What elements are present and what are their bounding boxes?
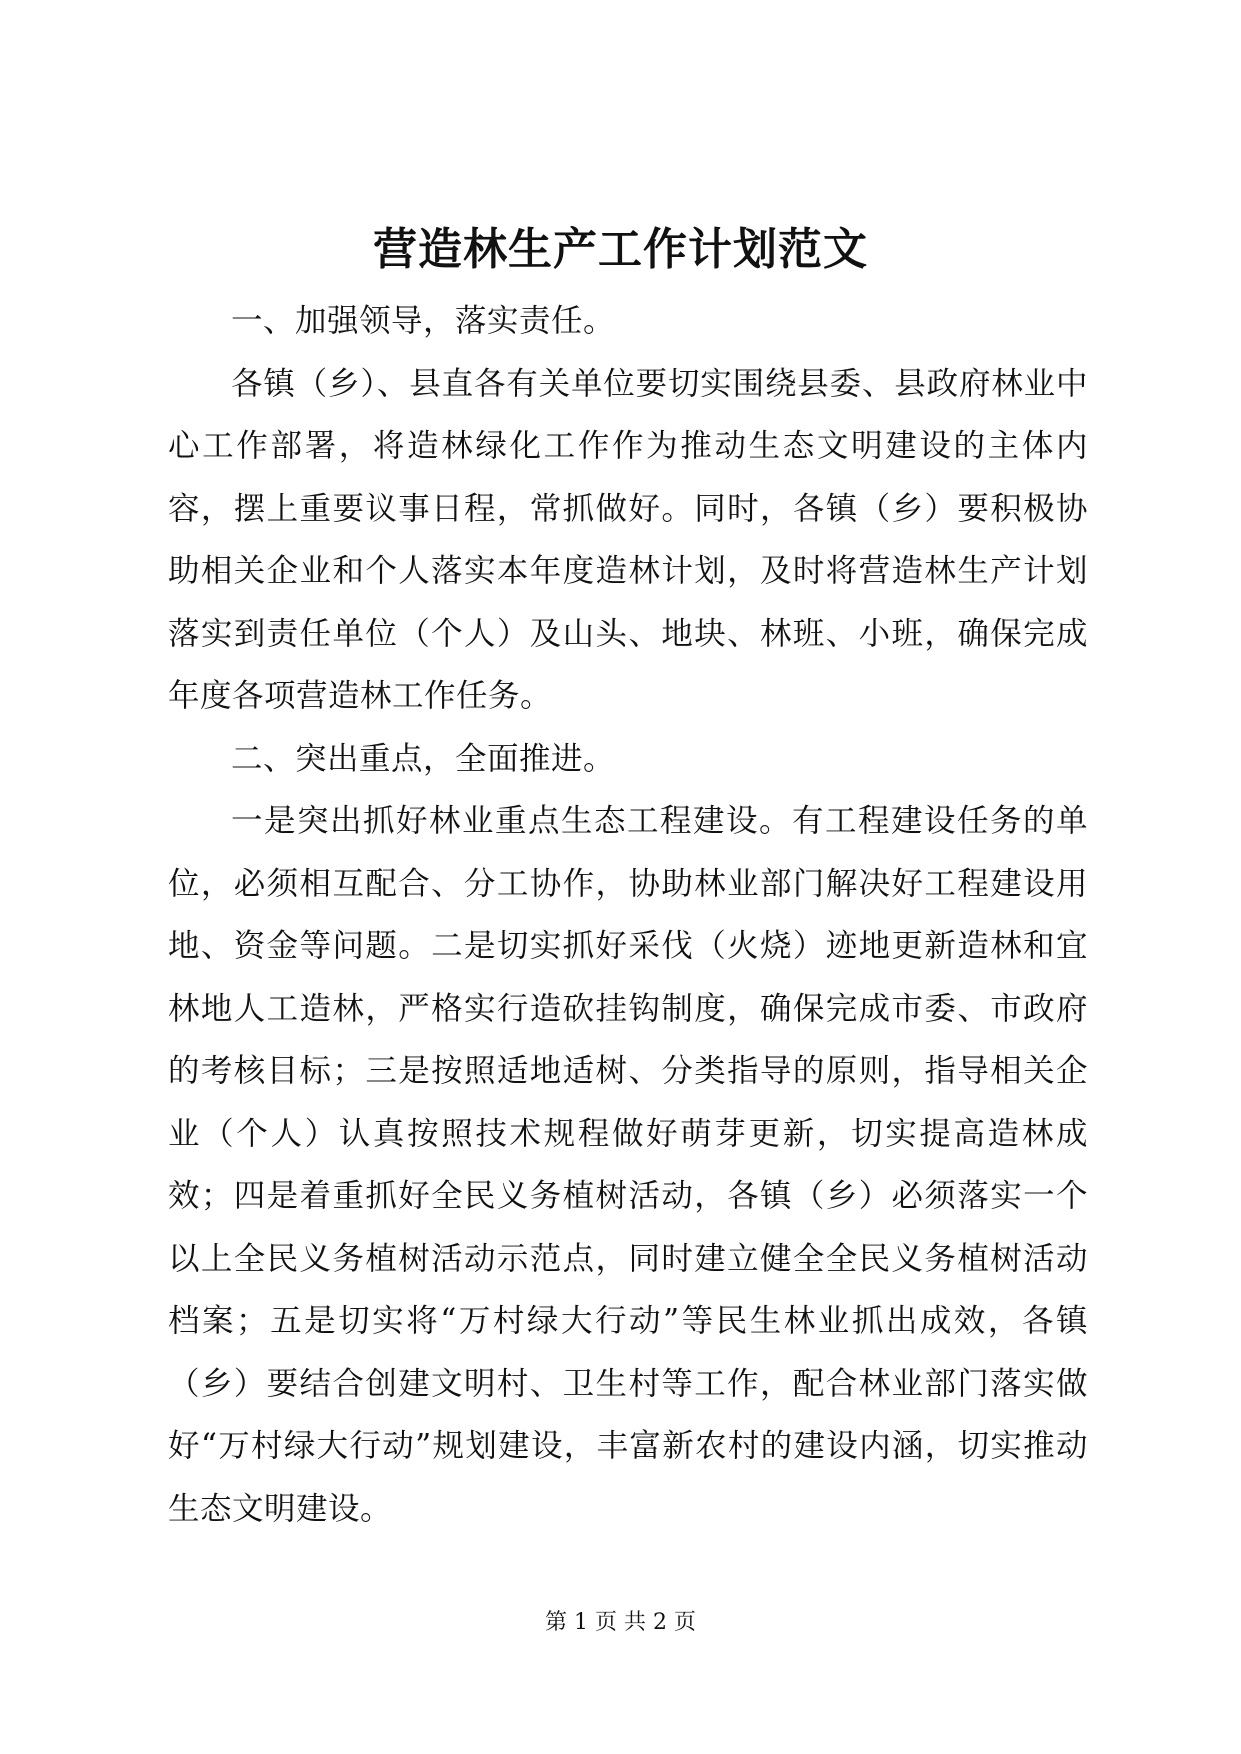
section-heading-1: 一、加强领导，落实责任。 (231, 303, 616, 339)
section-heading-2: 二、突出重点，全面推进。 (231, 740, 616, 777)
paragraph-1: 各镇（乡）、县直各有关单位要切实围绕县委、县政府林业中心工作部署，将造林绿化工作作为推动生态文明建设的主体内容，摆上重要议事日程，常抓做好。同时，各镇（乡）要积极协助相关企业和个人落实本年度造林计划，及时将营造林生产计划落实到责任单位（个人）及山头、地块、林班、小班，确保完成年度各项营造林工作任务。 (168, 365, 1088, 714)
document-title: 营造林生产工作计划范文 (373, 224, 868, 275)
document-body (168, 290, 1088, 1540)
page-footer: 第 1 页 共 2 页 (545, 1610, 696, 1635)
paragraph-2: 一是突出抓好林业重点生态工程建设。有工程建设任务的单位，必须相互配合、分工协作，协助林业部门解决好工程建设用地、资金等问题。二是切实抓好采伐（火烧）迹地更新造林和宜林地人工造林，严格实行造砍挂钩制度，确保完成市委、市政府的考核目标；三是按照适地适树、分类指导的原则，指导相关企业（个人）认真按照技术规程做好萌芽更新，切实提高造林成效；四是着重抓好全民义务植树活动，各镇（乡）必须落实一个以上全民义务植树活动示范点，同时建立健全全民义务植树活动档案；五是切实将“万村绿大行动”等民生林业抓出成效，各镇（乡）要结合创建文明村、卫生村等工作，配合林业部门落实做好“万村绿大行动”规划建设，丰富新农村的建设内涵，切实推动生态文明建设。 (168, 803, 1088, 1527)
